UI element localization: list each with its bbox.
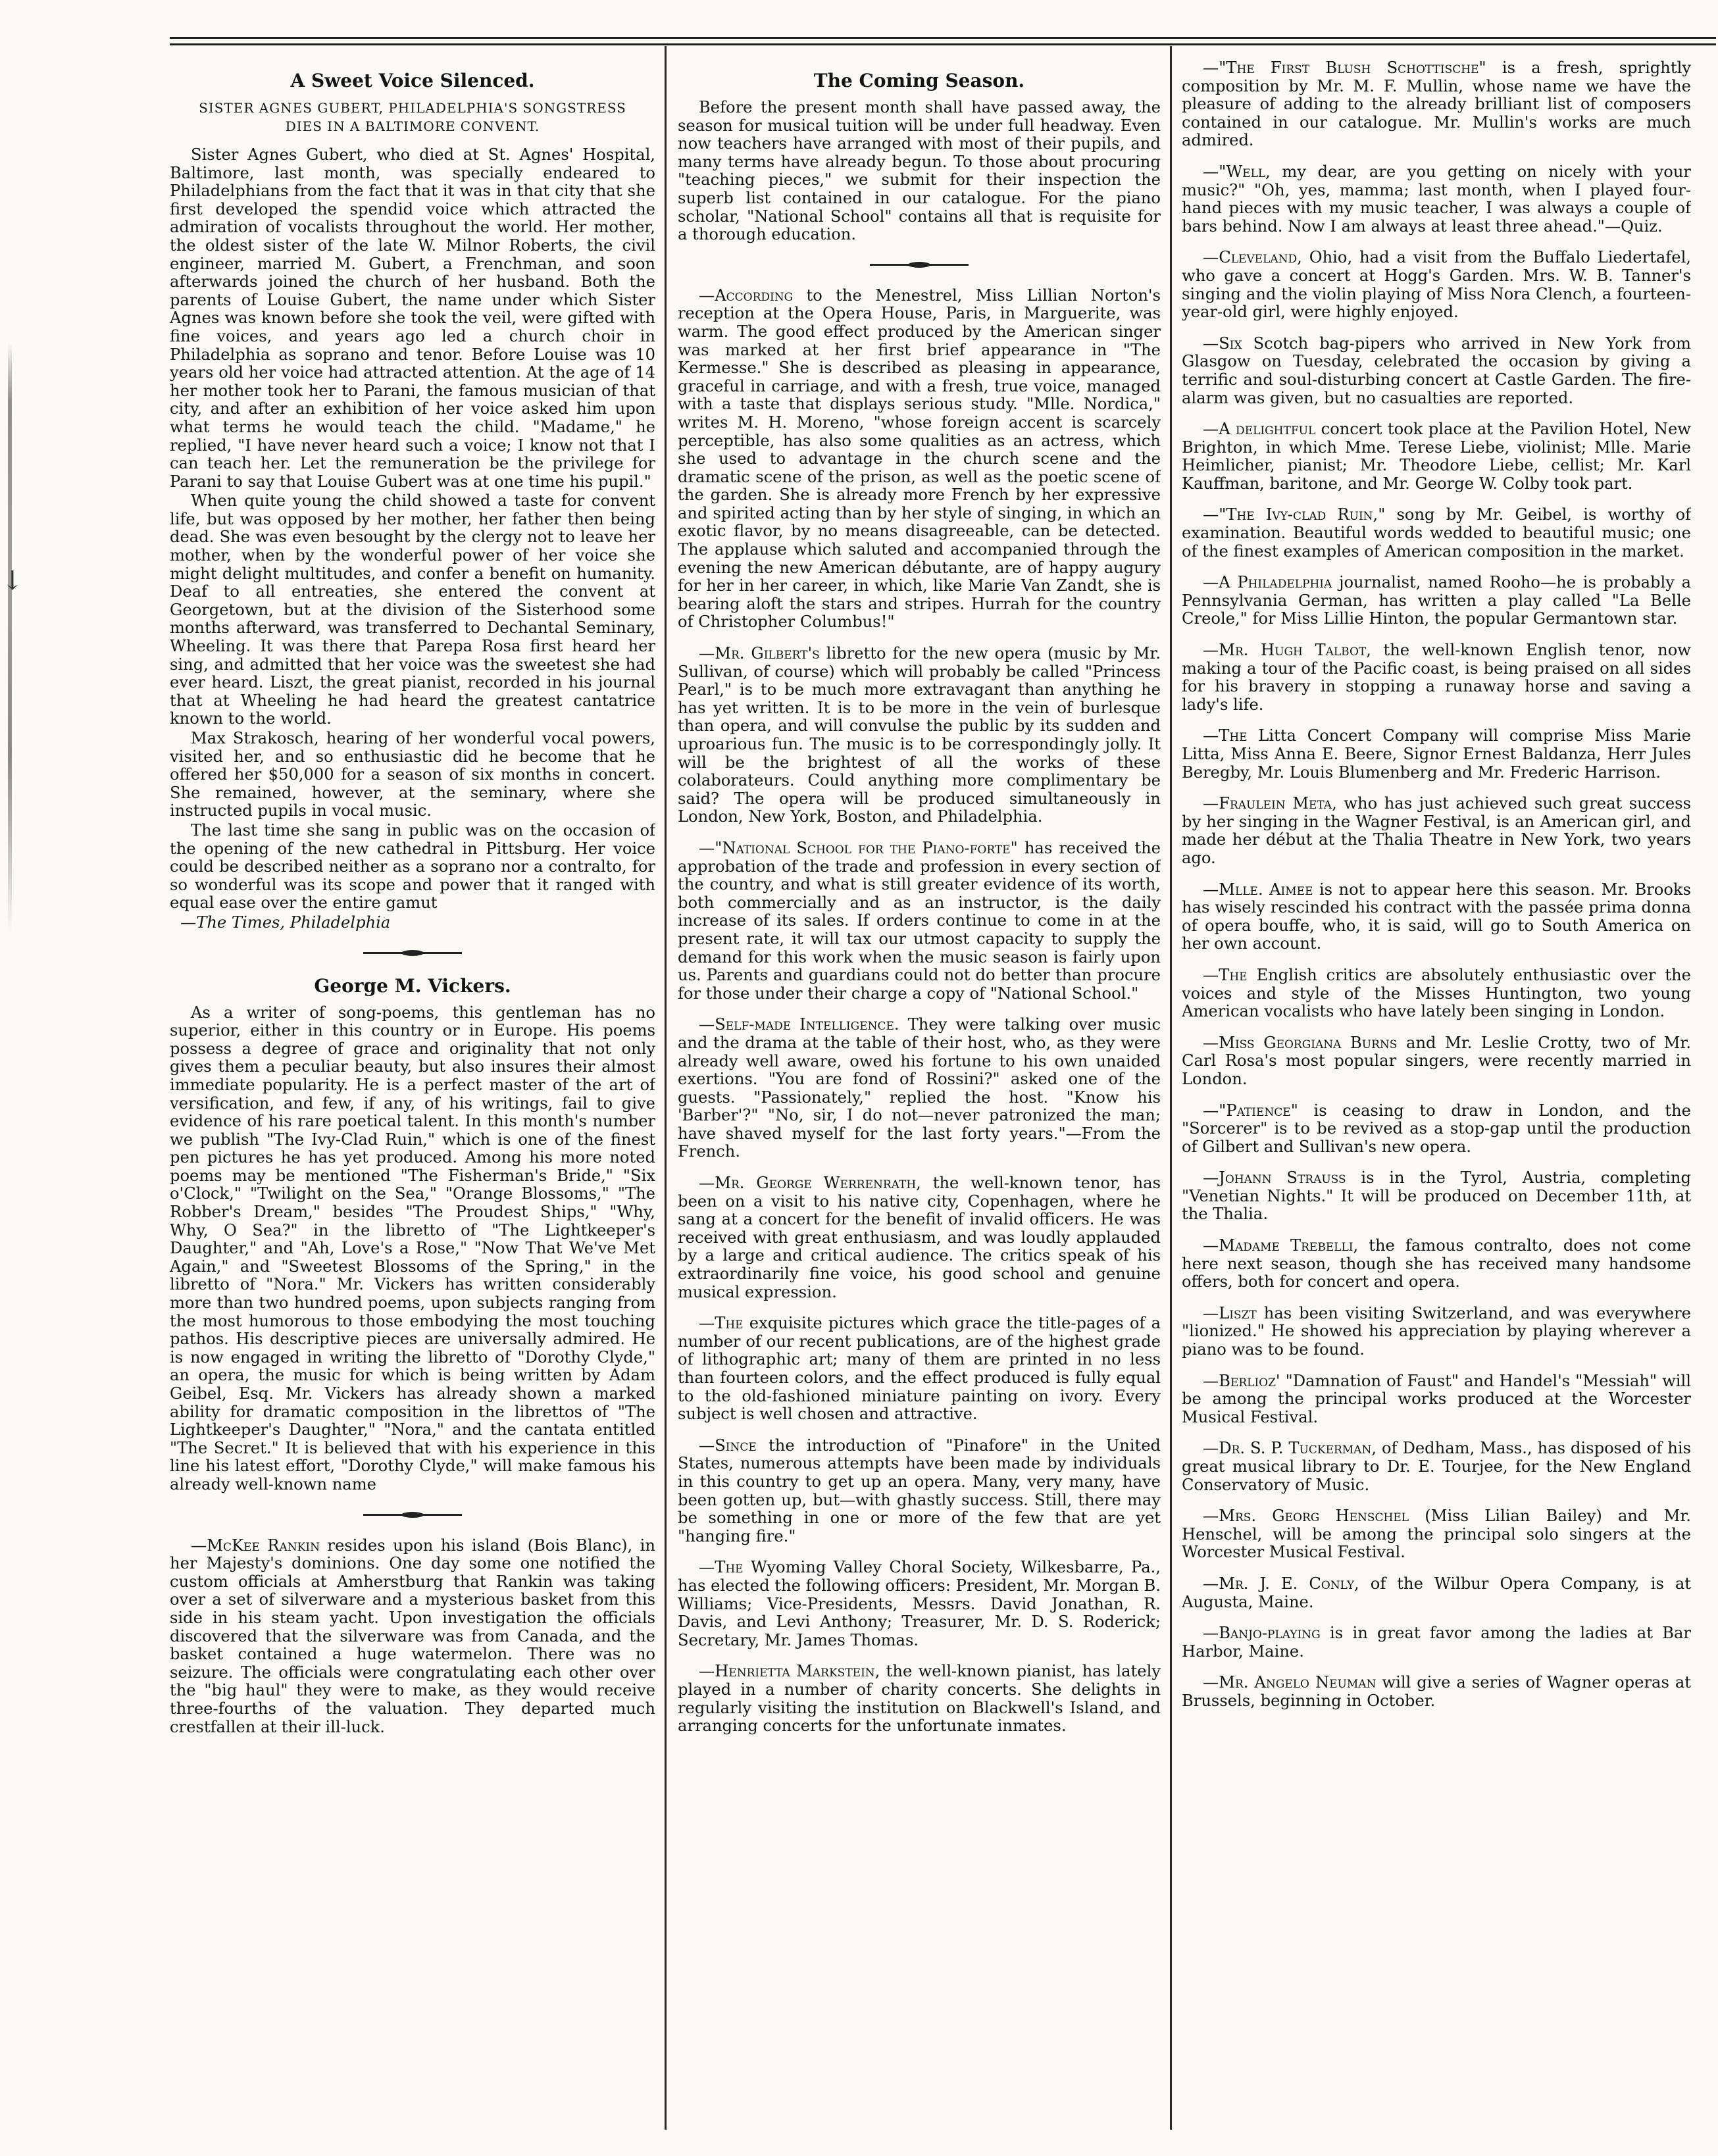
news-item-lead: —According [699, 286, 794, 305]
news-item [170, 1537, 655, 1737]
news-item-text: to the Menestrel, Miss Lillian Norton's reception at the Opera House, Paris, in Marguerite, was warm. The good effect produced by the American singer was marked at her first brief appearance in "The Kermesse." She is described as pleasing in appearance, graceful in carriage, and with a fresh, true voice, managed with a taste that displays serious study. "Mlle. Nordica," writes M. H. Moreno, "whose foreign accent is scarcely perceptible, has also some qualities as an actress, which she used to advantage in the church scene and the dramatic scene of the prison, as well as the poetic scene of the garden. She is already more French by her expressive and spirited acting than by her style of singing, in which an exotic flavor, by no means disagreeable, can be detected. The applause which saluted and accompanied through the evening the new American débutante, are of happy augury for her in her career, in which, like Marie Van Zandt, she is bearing aloft the stars and stripes. Hurrah for the country of Christopher Columbus!" [678, 286, 1161, 632]
news-item [1182, 1169, 1691, 1224]
news-item [678, 1174, 1161, 1301]
article-title-sweet-voice: A Sweet Voice Silenced. [290, 70, 535, 91]
news-item [1182, 881, 1691, 953]
news-item [678, 1663, 1161, 1735]
news-item-text: who has just achieved such great success by her singing in the Wagner Festival, is an American girl, and made her début at the Thalia Theatre in New York, two years ago. [1182, 794, 1691, 867]
news-item [1182, 249, 1691, 321]
news-item [1182, 574, 1691, 628]
column-divider [1170, 46, 1172, 2130]
news-item [1182, 420, 1691, 493]
news-item-lead: —Mrs. Georg Henschel [1203, 1507, 1409, 1526]
news-item-text: "Damnation of Faust" and Handel's "Messiah" will be among the principal works produced at the Worcester Musical Festival. [1182, 1371, 1691, 1426]
news-item-text: resides upon his island (Bois Blanc), in her Majesty's dominions. One day some one notified the custom officials at Amherstburg that Rankin was taking over a set of silverware and a mysterious basket from this side in his steam yacht. Upon investigation the officials discovered that the silverware was from Canada, and the basket contained a huge watermelon. There was no seizure. The officials were congratulating each other over the "big haul" they were to make, as they would receive three-fourths of the valuation. They departed much crestfallen at their ill-luck. [170, 1536, 655, 1736]
news-item-lead: —Cleveland, [1203, 248, 1302, 267]
news-item-lead: —Liszt [1203, 1303, 1257, 1322]
news-item-lead: —"The Ivy-clad Ruin," [1203, 505, 1386, 524]
news-item-text: the well-known English tenor, now making a tour of the Pacific coast, is being praised on all sides for his bravery in stopping a runaway horse and saving a lady's life. [1182, 641, 1691, 714]
top-rule [170, 37, 1716, 39]
news-item-lead: —Mr. J. E. Conly, [1203, 1574, 1359, 1593]
paragraph: When quite young the child showed a taste for convent life, but was opposed by her mother, her father then being dead. She was even besought by the clergy not to leave her mother, when by the wonderful power of her voice she might delight multitudes, and confer a benefit on humanity. Deaf to all entreaties, she entered the convent at Georgetown, but at the division of the Sisterhood some months afterward, was transferred to Dechantal Seminary, Wheeling. It was there that Parepa Rosa first heard her sing, and admitted that her voice was the sweetest she had ever heard. Liszt, the great pianist, recorded in his journal that at Wheeling he had heard the greatest cantatrice known to the world. [170, 491, 655, 728]
news-item-text: song by Mr. Geibel, is worthy of examination. Beautiful words wedded to beautiful music; one of the finest examples of American composition in the market. [1182, 505, 1691, 561]
news-item [1182, 335, 1691, 407]
news-item-lead: —Henrietta Markstein, [699, 1662, 880, 1681]
news-item-lead: —Dr. S. P. Tuckerman, [1203, 1439, 1377, 1458]
news-item-text: Scotch bag-pipers who arrived in New York from Glasgow on Tuesday, celebrated the occasion by giving a terrific and soul-disturbing concert at Castle Garden. The fire-alarm was given, but no casualties are reported. [1182, 334, 1691, 407]
news-item [678, 645, 1161, 826]
news-item-text: the famous contralto, does not come here next season, though she has received many handsome offers, both for concert and opera. [1182, 1236, 1691, 1291]
news-item [678, 1315, 1161, 1424]
news-item-lead: —The [1203, 965, 1248, 984]
news-item-text: is ceasing to draw in London, and the "Sorcerer" is to be revived as a stop-gap until the production of Gilbert and Sullivan's new opera. [1182, 1101, 1691, 1156]
article-subhead: SISTER AGNES GUBERT, PHILADELPHIA'S SONGSTRESS [199, 100, 626, 116]
news-item-text: and Mr. Leslie Crotty, two of Mr. Carl Rosa's most popular singers, were recently married in London. [1182, 1033, 1691, 1088]
article-subhead: DIES IN A BALTIMORE CONVENT. [285, 118, 540, 134]
news-item [1182, 59, 1691, 150]
news-item-lead: —"Patience" [1203, 1101, 1298, 1120]
news-item-text: (Miss Lilian Bailey) and Mr. Henschel, will be among the principal solo singers at the Worcester Musical Festival. [1182, 1507, 1691, 1562]
news-item-lead: —Berlioz' [1203, 1371, 1280, 1390]
news-item-text: the introduction of "Pinafore" in the United States, numerous attempts have been made by individuals in this country to get up an opera. Many, very many, have been gotten up, but—with ghastly success. Still, there may be something in one or more of the few that are yet "hanging fire." [678, 1436, 1161, 1545]
news-item [678, 1559, 1161, 1649]
column-2 [678, 59, 1161, 2136]
news-item-text: libretto for the new opera (music by Mr. Sullivan, of course) which will probably be called "Princess Pearl," is to be much more extravagant than anything he has yet written. It is to be more in the vein of burlesque than opera, and will convulse the public by its sudden and uproarious fun. The music is to be correspondingly jolly. It will be the brightest of all the works of these colaborateurs. Could anything more complimentary be said? The opera will be produced simultaneously in London, New York, Boston, and Philadelphia. [678, 644, 1161, 826]
news-item [1182, 1575, 1691, 1611]
news-item-lead: —Self-made Intelligence. [699, 1015, 899, 1034]
news-item [1182, 1674, 1691, 1710]
news-item-lead: —Johann Strauss [1203, 1168, 1346, 1188]
news-item-text: the well-known pianist, has lately played in a number of charity concerts. She delights in regularly visiting the institution on Blackwell's Island, and arranging concerts for the unfortunate inmates. [678, 1662, 1161, 1736]
news-item-text: is not to appear here this season. Mr. Brooks has wisely rescinded his contract with the passée prima donna of opera bouffe, who, it is said, will go to South America on her own account. [1182, 880, 1691, 953]
news-item [1182, 1372, 1691, 1427]
section-separator [870, 264, 969, 266]
section-separator [363, 1514, 462, 1516]
news-item-lead: —Madame Trebelli, [1203, 1236, 1359, 1255]
news-item-lead: —Banjo-playing [1203, 1624, 1321, 1643]
news-item-lead: —Mr. Gilbert's [699, 644, 820, 663]
column-1 [170, 59, 655, 2136]
section-separator [363, 952, 462, 954]
news-item-text: the well-known tenor, has been on a visit to his native city, Copenhagen, where he sang at a concert for the benefit of invalid officers. He was received with great enthusiasm, and was loudly applauded by a large and critical audience. The critics speak of his extraordinarily fine voice, his good school and genuine musical expression. [678, 1174, 1161, 1301]
paragraph: Before the present month shall have passed away, the season for musical tuition will be under full headway. Even now teachers have arranged with most of their pupils, and many terms have already begun. To those about procuring "teaching pieces," we submit for their inspection the superb list contained in our catalogue. For the piano scholar, "National School" contains all that is requisite for a thorough education. [678, 98, 1161, 244]
news-item [1182, 1102, 1691, 1157]
news-item-lead: —Mr. George Werrenrath, [699, 1174, 921, 1193]
news-item-text: is in great favor among the ladies at Bar Harbor, Maine. [1182, 1624, 1691, 1661]
news-item [1182, 506, 1691, 561]
news-item-text: has received the approbation of the trade and profession in every section of the country, and what is still greater evidence of its worth, both commercially and as an instructor, is the daily increase of its sales. If orders continue to come in at the present rate, it will tax our utmost capacity to supply the demand for this work when the music season is fairly upon us. Parents and guardians could not do better than procure for those under their charge a copy of "National School." [678, 838, 1161, 1003]
news-item [1182, 641, 1691, 714]
paragraph: Sister Agnes Gubert, who died at St. Agnes' Hospital, Baltimore, last month, was specially endeared to Philadelphians from the fact that it was in that city that she first developed the spendid voice which attracted the admiration of vocalists throughout the world. Her mother, the oldest sister of the late W. Milnor Roberts, the civil engineer, married M. Gubert, a Frenchman, and soon afterwards joined the church of her husband. Both the parents of Louise Gubert, the name under which Sister Agnes was known before she took the veil, were gifted with fine voices, and years ago led a church choir in Philadelphia as soprano and tenor. Before Louise was 10 years old her voice had attracted attention. At the age of 14 her mother took her to Parani, the famous musician of that city, and after an exhibition of her voice asked him upon what terms he would teach the child. "Madame," he replied, "I have never heard such a voice; I know not that I can teach her. Let the remuneration be the privilege for Parani to say that Louise Gubert was at one time his pupil." [170, 145, 655, 491]
news-item [1182, 163, 1691, 236]
news-item-lead: —The [699, 1558, 744, 1577]
news-item-lead: —Fraulein Meta, [1203, 794, 1337, 813]
news-item-text: has been visiting Switzerland, and was everywhere "lionized." He showed his appreciation by playing wherever a piano was to be found. [1182, 1303, 1691, 1359]
news-item [678, 287, 1161, 632]
article-title-vickers: George M. Vickers. [314, 974, 511, 997]
news-item-text: journalist, named Rooho—he is probably a Pennsylvania German, has written a play called "La Belle Creole," for Miss Lillie Hinton, the popular Germantown star. [1182, 573, 1691, 628]
news-item-text: They were talking over music and the drama at the table of their host, who, as they were already well aware, owed his fortune to his own unaided exertions. "You are fond of Rossini?" asked one of the guests. "Passionately," replied the host. "Know his 'Barber'?" "No, sir, I do not—never patronized the man; have shaved myself for the last forty years."—From the French. [678, 1015, 1161, 1161]
news-item [1182, 1305, 1691, 1359]
news-item-text: of Dedham, Mass., has disposed of his great musical library to Dr. E. Tourjee, for the New England Conservatory of Music. [1182, 1439, 1691, 1494]
top-rule-thin [170, 43, 1716, 45]
news-item-lead: —A Philadelphia [1203, 573, 1332, 592]
news-item-lead: —Mlle. Aimee [1203, 880, 1313, 899]
news-item-lead: —"National School for the Piano-forte" [699, 838, 1018, 857]
paragraph: Max Strakosch, hearing of her wonderful vocal powers, visited her, and so enthusiastic did he become that he offered her $50,000 for a season of six months in concert. She remained, however, at the seminary, where she instructed pupils in vocal music. [170, 729, 655, 820]
news-item-text: of the Wilbur Opera Company, is at Augusta, Maine. [1182, 1574, 1691, 1611]
news-item [1182, 795, 1691, 867]
news-item [1182, 1237, 1691, 1291]
article-signature: —The Times, Philadelphia [180, 913, 391, 932]
news-item-text: is in the Tyrol, Austria, completing "Venetian Nights." It will be produced on December 11th, at the Thalia. [1182, 1168, 1691, 1224]
news-item [1182, 1440, 1691, 1494]
news-item [1182, 1624, 1691, 1661]
news-item-text: exquisite pictures which grace the title-pages of a number of our recent publications, are of the highest grade of lithographic art; many of them are printed in no less than fourteen colors, and the effect produced is fully equal to the old-fashioned miniature painting on ivory. Every subject is well chosen and attractive. [678, 1314, 1161, 1424]
news-item-lead: —The [1203, 726, 1248, 745]
news-item-text: English critics are absolutely enthusiastic over the voices and style of the Misses Huntington, two young American vocalists who have lately been singing in London. [1182, 965, 1691, 1021]
news-item-text: Litta Concert Company will comprise Miss Marie Litta, Miss Anna E. Beere, Signor Ernest Baldanza, Herr Jules Beregby, Mr. Louis Blumenberg and Mr. Frederic Harrison. [1182, 726, 1691, 782]
news-item-lead: —Six [1203, 334, 1242, 353]
news-item-lead: —"The First Blush Schottische" [1203, 59, 1486, 77]
news-item-text: Ohio, had a visit from the Buffalo Liedertafel, who gave a concert at Hogg's Garden. Mrs. W. B. Tanner's singing and the violin playing of Miss Nora Clench, a fourteen-year-old girl, were highly enjoyed. [1182, 248, 1691, 322]
paragraph: As a writer of song-poems, this gentleman has no superior, either in this country or in Europe. His poems possess a degree of grace and originality that not only gives them a peculiar beauty, but also insures their almost immediate popularity. He is a perfect master of the art of versification, and few, if any, of his writings, fail to give evidence of his rare poetical talent. In this month's number we publish "The Ivy-Clad Ruin," which is one of the finest pen pictures he has yet produced. Among his more noted poems may be mentioned "The Fisherman's Bride," "Six o'Clock," "Twilight on the Sea," "Orange Blossoms," "The Robber's Dream," besides "The Proudest Ships," "Why, Why, O Sea?" in the libretto of "The Lightkeeper's Daughter," and "Ah, Love's a Rose," "Now That We've Met Again," and "Sweetest Blossoms of the Spring," in the libretto of "Nora." Mr. Vickers has written considerably more than two hundred poems, upon subjects ranging from the most humorous to those embodying the most touching pathos. His descriptive pieces are universally admired. He is now engaged in writing the libretto of "Dorothy Clyde," an opera, the music for which is being written by Adam Geibel, Esq. Mr. Vickers has already shown a marked ability for dramatic composition in the librettos of "The Lightkeeper's Daughter," "Nora," and the cantata entitled "The Secret." It is believed that with his experience in this line his latest effort, "Dorothy Clyde," will make famous his already well-known name [170, 1003, 655, 1493]
news-item [678, 840, 1161, 1003]
news-item [1182, 1507, 1691, 1562]
news-item [1182, 966, 1691, 1021]
news-items-col2 [678, 287, 1161, 1736]
news-item-lead: —Mr. Hugh Talbot, [1203, 641, 1371, 660]
paragraph: The last time she sang in public was on the occasion of the opening of the new cathedral in Pittsburg. Her voice could be described neither as a soprano nor a contralto, for so wonderful was its scope and power that it ranged with equal ease over the entire gamut [170, 820, 655, 913]
news-item-text: will give a series of Wagner operas at Brussels, beginning in October. [1182, 1673, 1691, 1710]
news-item-lead: —A delightful [1203, 420, 1316, 439]
news-item-lead: —Miss Georgiana Burns [1203, 1033, 1398, 1052]
margin-binding-mark [8, 342, 12, 934]
news-item-lead: —Mr. Angelo Neuman [1203, 1673, 1377, 1692]
news-item-lead: —The [699, 1314, 744, 1333]
news-item [1182, 1034, 1691, 1089]
article-title-coming-season: The Coming Season. [813, 70, 1025, 91]
news-item-text: concert took place at the Pavilion Hotel, New Brighton, in which Mme. Terese Liebe, violinist; Mlle. Marie Heimlicher, pianist; Mr. Theodore Liebe, cellist; Mr. Karl Kauffman, baritone, and Mr. George W. Colby took part. [1182, 420, 1691, 493]
column-3 [1182, 59, 1691, 2136]
margin-arrow-icon: ↓ [1, 566, 24, 596]
news-item-lead: —Since [699, 1436, 757, 1455]
news-item-lead: —McKee Rankin [191, 1536, 320, 1555]
news-item-text: my dear, are you getting on nicely with your music?" "Oh, yes, mamma; last month, when I played four-hand pieces with my music teacher, I was always a couple of bars behind. Now I am always at least three ahead."—Quiz. [1182, 162, 1691, 236]
news-item-text: is a fresh, sprightly composition by Mr. M. F. Mullin, whose name we have the pleasure of adding to the already brilliant list of composers contained in our catalogue. Mr. Mullin's works are much admired. [1182, 59, 1691, 150]
news-item [678, 1437, 1161, 1546]
news-item [678, 1016, 1161, 1161]
news-item-text: Wyoming Valley Choral Society, Wilkesbarre, Pa., has elected the following officers: President, Mr. Morgan B. Williams; Vice-Presidents, Messrs. David Jonathan, R. Davis, and Levi Anthony; Treasurer, Mr. D. S. Roderick; Secretary, Mr. James Thomas. [678, 1558, 1161, 1649]
news-item-lead: —"Well, [1203, 162, 1271, 181]
column-divider [665, 46, 667, 2130]
news-item [1182, 727, 1691, 782]
